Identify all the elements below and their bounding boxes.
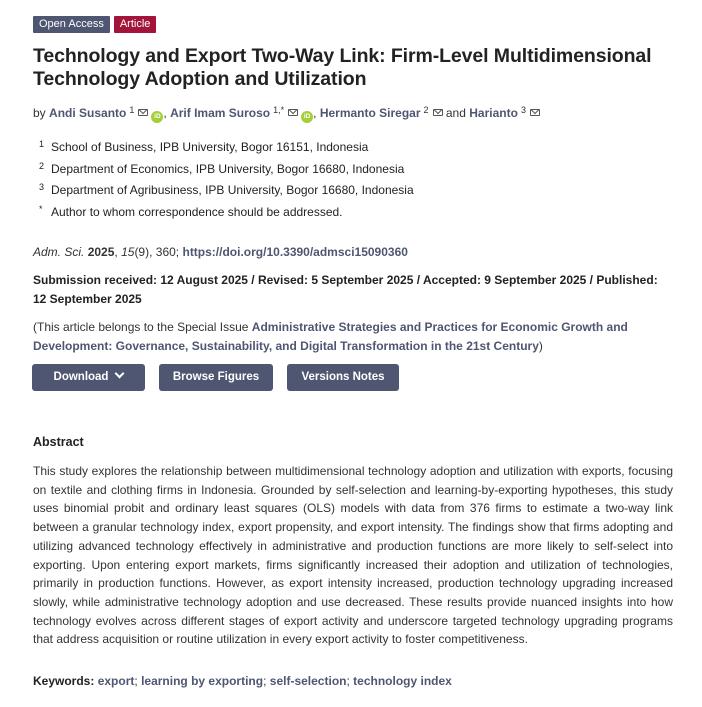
special-issue-note (33, 318, 673, 355)
author-and: and (445, 106, 466, 120)
abstract-text: This study explores the relationship between multidimensional technology adoption and utilization with exports, focusing on textile and clothing firms in Indonesia. Grounded by self-selection and learning-by-exporting hypotheses, this study uses binomial probit and ordinary least squares (OLS) models with data from 376 firms to estimate a two-way link between a granular technology index, export propensity, and export intensity. The findings show that firms adopting and utilizing advanced technology effectively in administrative and production functions are more likely to self-select into exporting. Upon entering export markets, firms significantly increased their adoption and utilization of technologies, primarily in production functions. However, as export intensity increased, production technology upgrading increased slowly, while administrative technology adoption and use decreased. These results provide nuanced insights into how technology evolves across different stages of export activity and underscore targeted technology upgrading programs that address acquisition or routine utilization in every export activity to foster competitiveness. (33, 464, 673, 647)
open-access-badge[interactable]: Open Access (33, 16, 110, 33)
author-separator: , (163, 106, 167, 120)
affiliation-item (33, 159, 414, 181)
keywords-line (33, 672, 452, 690)
author-list (33, 101, 540, 123)
author-hermanto-siregar[interactable]: Hermanto Siregar (319, 106, 421, 120)
author-harianto[interactable]: Harianto (469, 106, 518, 120)
author-separator: , (313, 106, 317, 120)
citation-issue-pages: (9), 360; (134, 245, 180, 259)
download-button-label: Download (53, 371, 109, 383)
publication-dates: Submission received: 12 August 2025 / Revised: 5 September 2025 / Accepted: 9 September 2025 / Published: 12 September 2025 (33, 273, 658, 306)
mail-icon[interactable] (433, 109, 443, 116)
author-affil-sup: 1,* (273, 105, 285, 115)
affiliation-item (33, 137, 414, 159)
special-issue-suffix: ) (538, 338, 543, 353)
affiliation-number: 2 (39, 160, 45, 171)
affiliation-text: Author to whom correspondence should be addressed. (51, 205, 343, 220)
mail-icon[interactable] (530, 109, 540, 116)
affiliation-number: 3 (39, 182, 45, 193)
keyword-separator: ; (263, 674, 267, 688)
affiliation-number: 1 (39, 139, 45, 149)
author-arif-imam-suroso[interactable]: Arif Imam Suroso (170, 106, 271, 120)
keyword-link[interactable]: export (97, 674, 135, 688)
affiliation-list (33, 137, 414, 224)
keyword-link[interactable]: learning by exporting (141, 674, 264, 688)
affiliation-text: Department of Economics, IPB University, Bogor 16680, Indonesia (51, 161, 405, 176)
citation-year: 2025 (87, 245, 115, 259)
keyword-separator: ; (346, 674, 350, 688)
special-issue-prefix: (This article belongs to the Special Issue (33, 320, 252, 334)
abstract-heading: Abstract (33, 435, 84, 449)
orcid-icon[interactable]: iD (151, 111, 163, 123)
doi-link[interactable]: https://doi.org/10.3390/admsci15090360 (182, 245, 408, 259)
author-andi-susanto[interactable]: Andi Susanto (49, 106, 127, 120)
author-affil-sup: 2 (423, 105, 429, 115)
author-affil-sup: 3 (520, 105, 526, 115)
citation-line: Adm. Sci. 2025, 15(9), 360; https://doi.org/10.3390/admsci15090360 (33, 245, 408, 259)
orcid-icon[interactable]: iD (301, 111, 313, 123)
affiliation-number: * (39, 204, 43, 215)
badge-group (33, 16, 156, 33)
keyword-link[interactable]: technology index (353, 674, 452, 688)
article-type-badge: Article (114, 16, 157, 33)
mail-icon[interactable] (138, 109, 148, 116)
affiliation-item (33, 202, 414, 224)
mail-icon[interactable] (288, 109, 298, 116)
keywords-label: Keywords: (33, 674, 95, 688)
browse-figures-button[interactable]: Browse Figures (159, 364, 273, 391)
by-label: by (33, 106, 46, 120)
article-title: Technology and Export Two-Way Link: Firm-Level Multidimensional Technology Adoption and Utilization (33, 45, 652, 90)
versions-notes-button[interactable]: Versions Notes (287, 364, 399, 391)
citation-volume: 15 (121, 245, 135, 259)
keyword-separator: ; (134, 674, 138, 688)
download-button[interactable] (32, 364, 145, 391)
keyword-link[interactable]: self-selection (269, 674, 347, 688)
affiliation-text: Department of Agribusiness, IPB University, Bogor 16680, Indonesia (51, 183, 414, 198)
affiliation-item (33, 180, 414, 202)
affiliation-text: School of Business, IPB University, Bogor 16151, Indonesia (51, 140, 369, 154)
chevron-down-icon (115, 369, 125, 379)
journal-name: Adm. Sci. (33, 245, 85, 259)
special-issue-link[interactable]: Administrative Strategies and Practices for Economic Growth and Development: Governance, Sustainability, and Digital Transformation in the 21st Century (33, 320, 628, 353)
author-affil-sup: 1 (129, 105, 135, 115)
